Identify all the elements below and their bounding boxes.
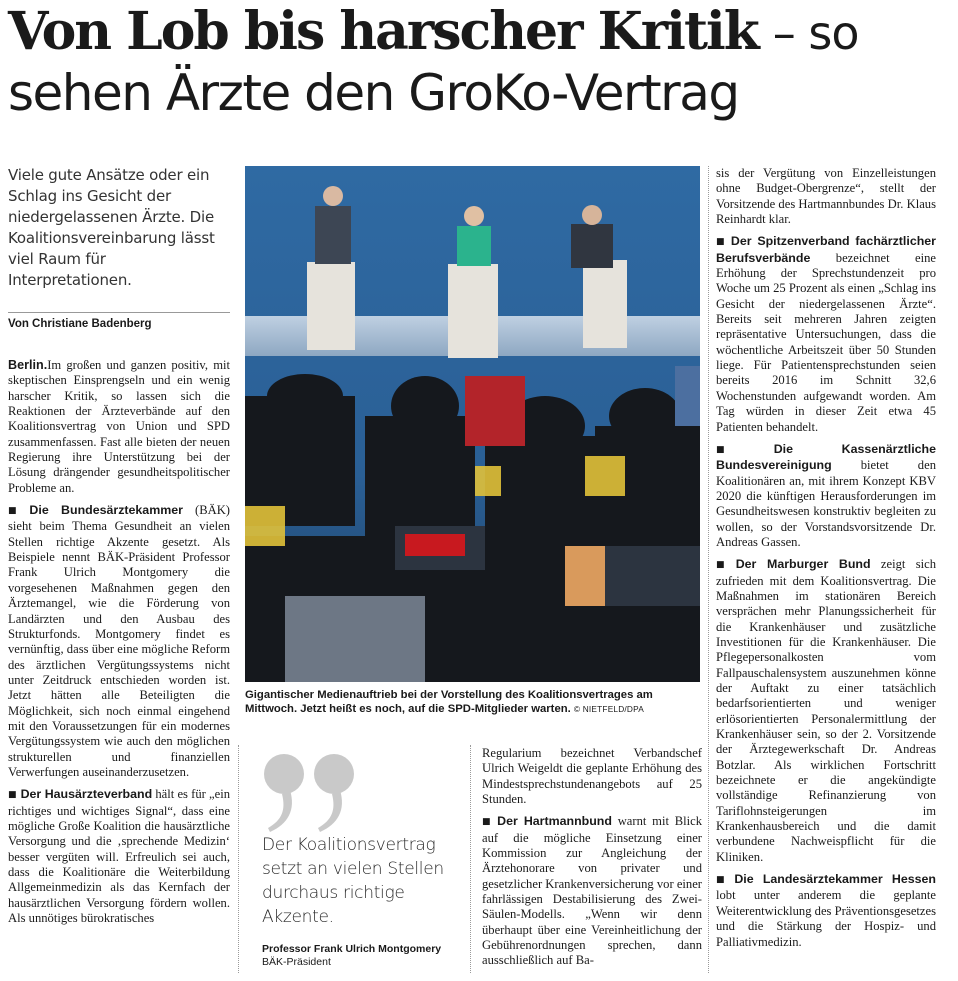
photo-credit: © NIETFELD/DPA <box>573 704 644 715</box>
paragraph-text: Regularium bezeichnet Verbandschef Ulrich Weigeldt die geplante Erhöhung des Mindestsprechstundenangebots auf 25 Stunden. <box>482 746 702 807</box>
press-conference-photo <box>245 166 700 682</box>
quote-role: BÄK-Präsident <box>262 956 331 968</box>
article-column-3 <box>482 746 702 976</box>
intro-rule <box>8 312 230 313</box>
quotation-mark-icon <box>262 752 362 834</box>
keyword: Der Hartmannbund <box>497 814 612 829</box>
keyword: Der Hausärzteverband <box>20 787 153 802</box>
caption-text: Gigantischer Medienauftrieb bei der Vorstellung des Koalitionsvertrages am Mittwoch. Jetzt heißt es noch, auf die SPD-Mitglieder warten. <box>245 689 653 716</box>
square-bullet-icon: ■ <box>716 237 727 248</box>
paragraph-text: lobt unter anderem die geplante Weiterentwicklung des Präventionsgesetzes und die Stärkung der Hospiz- und Palliativmedizin. <box>716 888 937 949</box>
paragraph-text: (BÄK) sieht beim Thema Gesundheit an vielen Stellen richtige Akzente gesetzt. Als Beispiele nennt BÄK-Präsident Professor Frank Ulrich Montgomery die vorgesehenen Maßnahmen gegen den Ärztemangel, wie die Förderung von Landärzten und den Ausbau des Strukturfonds. Montgomery findet es vernünftig, dass über eine mögliche Reform des ärztlichen Vergütungssystems nicht unter Zeitdruck entschieden worden ist. Jetzt hätten alle Beteiligten die Möglichkeit, sich noch einmal eingehend mit den Voraussetzungen für ein modernes Vergütungssystem wie auch den möglichen strukturellen und finanziellen Verwerfungen auseinanderzusetzen. <box>8 503 230 779</box>
paragraph-text: bezeichnet eine Erhöhung der Sprechstundenzeit pro Woche um 25 Prozent als einen „Schlag ins Gesicht der niedergelassenen Ärzte“. Bereits seit mehreren Jahren zeigten repräsentative Untersuchungen, dass die wöchentliche Arbeitszeit über 50 Stunden liege. Für Patientensprechstunden seien bereits 2016 im Schnitt 32,6 Wochenstunden aufgewandt worden. Am Tag würden in dieser Zeit etwa 45 Patienten behandelt. <box>716 250 936 434</box>
paragraph-text: sis der Vergütung von Einzelleistungen ohne Budget-Obergrenze“, stellt der Vorsitzende des Hartmannbundes Dr. Klaus Reinhardt klar. <box>716 166 936 227</box>
paragraph <box>716 442 936 550</box>
headline-line-2: sehen Ärzte den GroKo-Vertrag <box>8 64 739 122</box>
dateline: Berlin. <box>8 358 48 372</box>
paragraph <box>482 746 702 807</box>
column-divider <box>470 745 471 973</box>
paragraph <box>716 557 936 865</box>
square-bullet-icon: ■ <box>716 444 770 455</box>
headline <box>8 2 953 123</box>
paragraph <box>8 503 230 780</box>
intro-teaser: Viele gute Ansätze oder ein Schlag ins Gesicht der niedergelassenen Ärzte. Die Koalitionsvereinbarung lässt viel Raum für Interpretationen. <box>8 166 215 289</box>
paragraph-text: zeigt sich zufrieden mit dem Koalitionsvertrag. Die Maßnahmen im stationären Bereich versprächen mehr Planungssicherheit für die Krankenhäuser und zusätzliche Investitionen für die Krankenhäuser. Die Pflegepersonalkosten vom Fallpauschalensystem auszunehmen könne der Auftakt zu einer tatsächlich bedarfsorientierten und weniger erlösorientierten Personalermittlung der Krankenhäuser sein, so der 2. Vorsitzende der Ärztegewerkschaft Dr. Andreas Botzlar. Als wirklichen Fortschritt bezeichnete er die angekündigte vollständige Refinanzierung von Tariflohnsteigerungen im Krankenhausbereich und die damit verbundene Nachweispflicht für die Kliniken. <box>716 557 936 864</box>
square-bullet-icon: ■ <box>716 875 731 886</box>
paragraph-text: warnt mit Blick auf die mögliche Einsetzung einer Kommission zur Angleichung der Ärztehonorare von privater und gesetzlicher Krankenversicherung vor einer fahrlässigen Destabilisierung des Zwei-Säulen-Modells. „Wenn wir denn überhaupt über eine Vereinheitlichung der Gebührenordnungen sprechen, dann ausschließlich auf Ba- <box>482 814 702 968</box>
paragraph <box>716 872 936 950</box>
photo-caption <box>245 688 705 717</box>
quote-author: Professor Frank Ulrich Montgomery <box>262 943 442 955</box>
headline-line-1 <box>8 2 953 63</box>
paragraph-text: hält es für „ein richtiges und wichtiges Signal“, dass eine mögliche Große Koalition die hausärztliche Versorgung und die ‚sprechende Medizin‘ besser vergüten will. Erfreulich sei auch, dass die Koalitionäre die Weiterbildung Allgemeinmedizin als das Kernfach der hausärztlichen Versorgung fördern wollen. Als unnötiges bürokratisches <box>8 787 230 926</box>
paragraph-text: bietet den Koalitionären an, mit ihrem Konzept KBV 2020 die künftigen Herausforderungen im Gesundheitswesen konstruktiv begleiten zu wollen, so der Vorstandsvorsitzende Dr. Andreas Gassen. <box>716 458 936 549</box>
headline-light: – so <box>772 6 859 60</box>
pull-quote <box>262 752 467 968</box>
quote-text: Der Koalitionsvertrag setzt an vielen Stellen durchaus richtige Akzente. <box>262 835 444 927</box>
square-bullet-icon: ■ <box>8 506 26 517</box>
photo-illustration <box>245 166 700 682</box>
paragraph-text: Im großen und ganzen positiv, mit skeptischen Einsprengseln und ein wenig harscher Kritik, so lassen sich die Reaktionen der Ärzteverbände auf den Koalitionsvertrag von Union und SPD zusammenfassen. Fast alle bieten der neuen Regierung ihre Unterstützung bei der Lösung drängender gesundheitspolitischer Probleme an. <box>8 358 230 495</box>
headline-bold: Von Lob bis harscher Kritik <box>8 1 758 62</box>
keyword: Die Kassenärztliche Bundesvereinigung <box>716 441 936 473</box>
column-divider <box>238 745 239 973</box>
byline: Von Christiane Badenberg <box>8 318 152 330</box>
article-column-1 <box>8 358 230 933</box>
keyword: Der Marburger Bund <box>735 557 871 572</box>
keyword: Die Landesärztekammer Hessen <box>734 872 936 887</box>
square-bullet-icon: ■ <box>482 817 494 828</box>
square-bullet-icon: ■ <box>716 560 732 571</box>
paragraph <box>716 234 936 434</box>
article-column-4 <box>716 166 936 957</box>
paragraph <box>8 358 230 496</box>
paragraph <box>716 166 936 227</box>
keyword: Der Spitzenverband fachärztlicher Berufsverbände <box>716 234 936 265</box>
keyword: Die Bundesärztekammer <box>29 503 183 518</box>
column-divider <box>708 166 709 973</box>
paragraph <box>482 814 702 968</box>
square-bullet-icon: ■ <box>8 790 17 801</box>
paragraph <box>8 787 230 926</box>
